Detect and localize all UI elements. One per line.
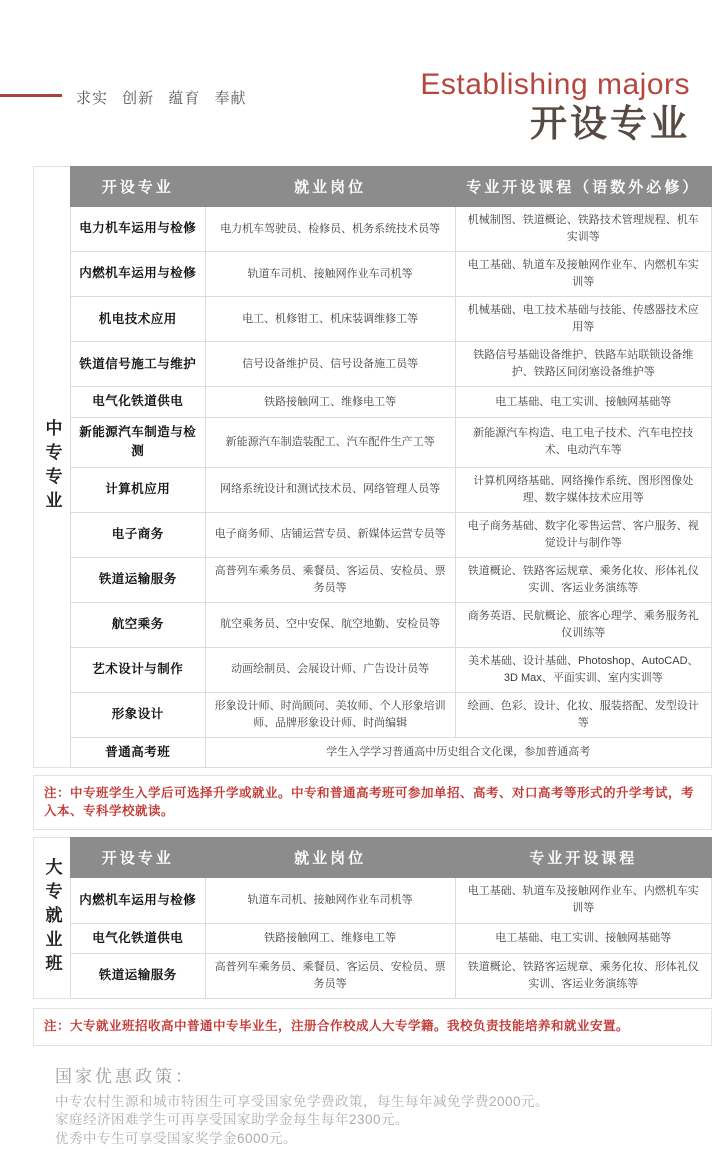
national-policy-section (33, 1062, 712, 1149)
jobs-cell: 高普列车乘务员、乘餐员、客运员、安检员、票务员等 (205, 557, 455, 602)
courses-cell: 电子商务基础、数字化零售运营、客户服务、视觉设计与制作等 (455, 512, 711, 557)
section-title-english: Establishing majors (420, 68, 690, 101)
table-header-row (71, 167, 712, 207)
courses-cell: 电工基础、电工实训、接触网基础等 (455, 387, 711, 417)
section-side-label-box (33, 166, 70, 768)
column-header: 就业岗位 (205, 167, 455, 207)
jobs-cell: 动画绘制员、会展设计师、广告设计员等 (205, 647, 455, 692)
courses-cell: 机械制图、铁道概论、铁路技术管理规程、机车实训等 (455, 207, 711, 252)
jobs-cell: 电工、机修钳工、机床装调维修工等 (205, 297, 455, 342)
decorative-red-rule (0, 94, 62, 97)
college-employment-class-section (33, 837, 712, 999)
column-header: 专业开设课程 (455, 838, 711, 878)
jobs-cell: 网络系统设计和测试技术员、网络管理人员等 (205, 467, 455, 512)
table-row (71, 953, 712, 998)
major-cell: 电气化铁道供电 (71, 387, 206, 417)
policy-line: 中专农村生源和城市特困生可享受国家免学费政策，每生每年减免学费2000元。 (55, 1093, 712, 1112)
courses-cell: 商务英语、民航概论、旅客心理学、乘务服务礼仪训练等 (455, 602, 711, 647)
page-content (33, 166, 712, 1149)
section-side-label: 大专就业班 (40, 858, 65, 978)
major-cell: 航空乘务 (71, 602, 206, 647)
courses-cell: 铁路信号基础设备维护、铁路车站联锁设备维护、铁路区间闭塞设备维护等 (455, 342, 711, 387)
major-cell: 形象设计 (71, 692, 206, 737)
secondary-school-majors-table (70, 166, 712, 768)
courses-cell: 美术基础、设计基础、Photoshop、AutoCAD、3D Max、平面实训、室内实训等 (455, 647, 711, 692)
jobs-cell: 轨道车司机、接触网作业车司机等 (205, 878, 455, 923)
table-row (71, 467, 712, 512)
column-header: 就业岗位 (205, 838, 455, 878)
courses-cell: 电工基础、电工实训、接触网基础等 (455, 923, 711, 953)
table-row (71, 602, 712, 647)
table-row (71, 557, 712, 602)
courses-cell: 铁道概论、铁路客运规章、乘务化妆、形体礼仪实训、客运业务演练等 (455, 557, 711, 602)
courses-cell: 电工基础、轨道车及接触网作业车、内燃机车实训等 (455, 252, 711, 297)
courses-cell: 机械基础、电工技术基础与技能、传感器技术应用等 (455, 297, 711, 342)
courses-cell: 绘画、色彩、设计、化妆、服装搭配、发型设计等 (455, 692, 711, 737)
college-employment-class-table (70, 837, 712, 999)
jobs-cell: 新能源汽车制造装配工、汽车配件生产工等 (205, 417, 455, 467)
secondary-school-majors-section (33, 166, 712, 768)
table-row (71, 297, 712, 342)
courses-cell: 电工基础、轨道车及接触网作业车、内燃机车实训等 (455, 878, 711, 923)
table-row (71, 923, 712, 953)
college-employment-note: 注：大专就业班招收高中普通中专毕业生，注册合作校成人大专学籍。我校负责技能培养和就业安置。 (33, 1008, 712, 1046)
table-header-row (71, 838, 712, 878)
courses-cell: 铁道概论、铁路客运规章、乘务化妆、形体礼仪实训、客运业务演练等 (455, 953, 711, 998)
policy-line: 优秀中专生可享受国家奖学金6000元。 (55, 1130, 712, 1149)
courses-cell: 新能源汽车构造、电工电子技术、汽车电控技术、电动汽车等 (455, 417, 711, 467)
major-cell: 新能源汽车制造与检测 (71, 417, 206, 467)
table-row (71, 647, 712, 692)
table-row (71, 738, 712, 768)
major-cell: 电子商务 (71, 512, 206, 557)
jobs-cell: 信号设备维护员、信号设备施工员等 (205, 342, 455, 387)
secondary-school-note: 注：中专班学生入学后可选择升学或就业。中专和普通高考班可参加单招、高考、对口高考等形式的升学考试，考入本、专科学校就读。 (33, 775, 712, 830)
table-row (71, 207, 712, 252)
jobs-cell: 高普列车乘务员、乘餐员、客运员、安检员、票务员等 (205, 953, 455, 998)
policy-title: 国家优惠政策： (55, 1062, 712, 1087)
jobs-cell: 铁路接触网工、维修电工等 (205, 387, 455, 417)
major-cell: 艺术设计与制作 (71, 647, 206, 692)
major-cell: 内燃机车运用与检修 (71, 252, 206, 297)
jobs-cell: 航空乘务员、空中安保、航空地勤、安检员等 (205, 602, 455, 647)
jobs-cell: 铁路接触网工、维修电工等 (205, 923, 455, 953)
major-cell: 内燃机车运用与检修 (71, 878, 206, 923)
jobs-cell: 形象设计师、时尚顾问、美妆师、个人形象培训师、品牌形象设计师、时尚编辑 (205, 692, 455, 737)
table-row (71, 387, 712, 417)
major-cell: 计算机应用 (71, 467, 206, 512)
column-header: 开设专业 (71, 167, 206, 207)
page-header (420, 68, 690, 146)
courses-cell: 计算机网络基础、网络操作系统、图形图像处理、数字媒体技术应用等 (455, 467, 711, 512)
major-cell: 电力机车运用与检修 (71, 207, 206, 252)
table-row (71, 417, 712, 467)
table-row (71, 512, 712, 557)
column-header: 专业开设课程（语数外必修） (455, 167, 711, 207)
jobs-cell: 电力机车驾驶员、检修员、机务系统技术员等 (205, 207, 455, 252)
section-side-label-box (33, 837, 70, 999)
jobs-cell: 电子商务师、店铺运营专员、新媒体运营专员等 (205, 512, 455, 557)
policy-line: 家庭经济困难学生可再享受国家助学金每生每年2300元。 (55, 1111, 712, 1130)
merged-description-cell: 学生入学学习普通高中历史组合文化课，参加普通高考 (205, 738, 711, 768)
major-cell: 铁道运输服务 (71, 557, 206, 602)
school-motto: 求实 创新 蕴育 奉献 (76, 87, 247, 108)
jobs-cell: 轨道车司机、接触网作业车司机等 (205, 252, 455, 297)
major-cell: 铁道信号施工与维护 (71, 342, 206, 387)
table-row (71, 878, 712, 923)
column-header: 开设专业 (71, 838, 206, 878)
major-cell: 机电技术应用 (71, 297, 206, 342)
table-row (71, 342, 712, 387)
section-side-label: 中专专业 (40, 419, 65, 515)
table-row (71, 692, 712, 737)
major-cell: 电气化铁道供电 (71, 923, 206, 953)
table-row (71, 252, 712, 297)
section-title-chinese: 开设专业 (420, 103, 690, 146)
major-cell: 铁道运输服务 (71, 953, 206, 998)
major-cell: 普通高考班 (71, 738, 206, 768)
